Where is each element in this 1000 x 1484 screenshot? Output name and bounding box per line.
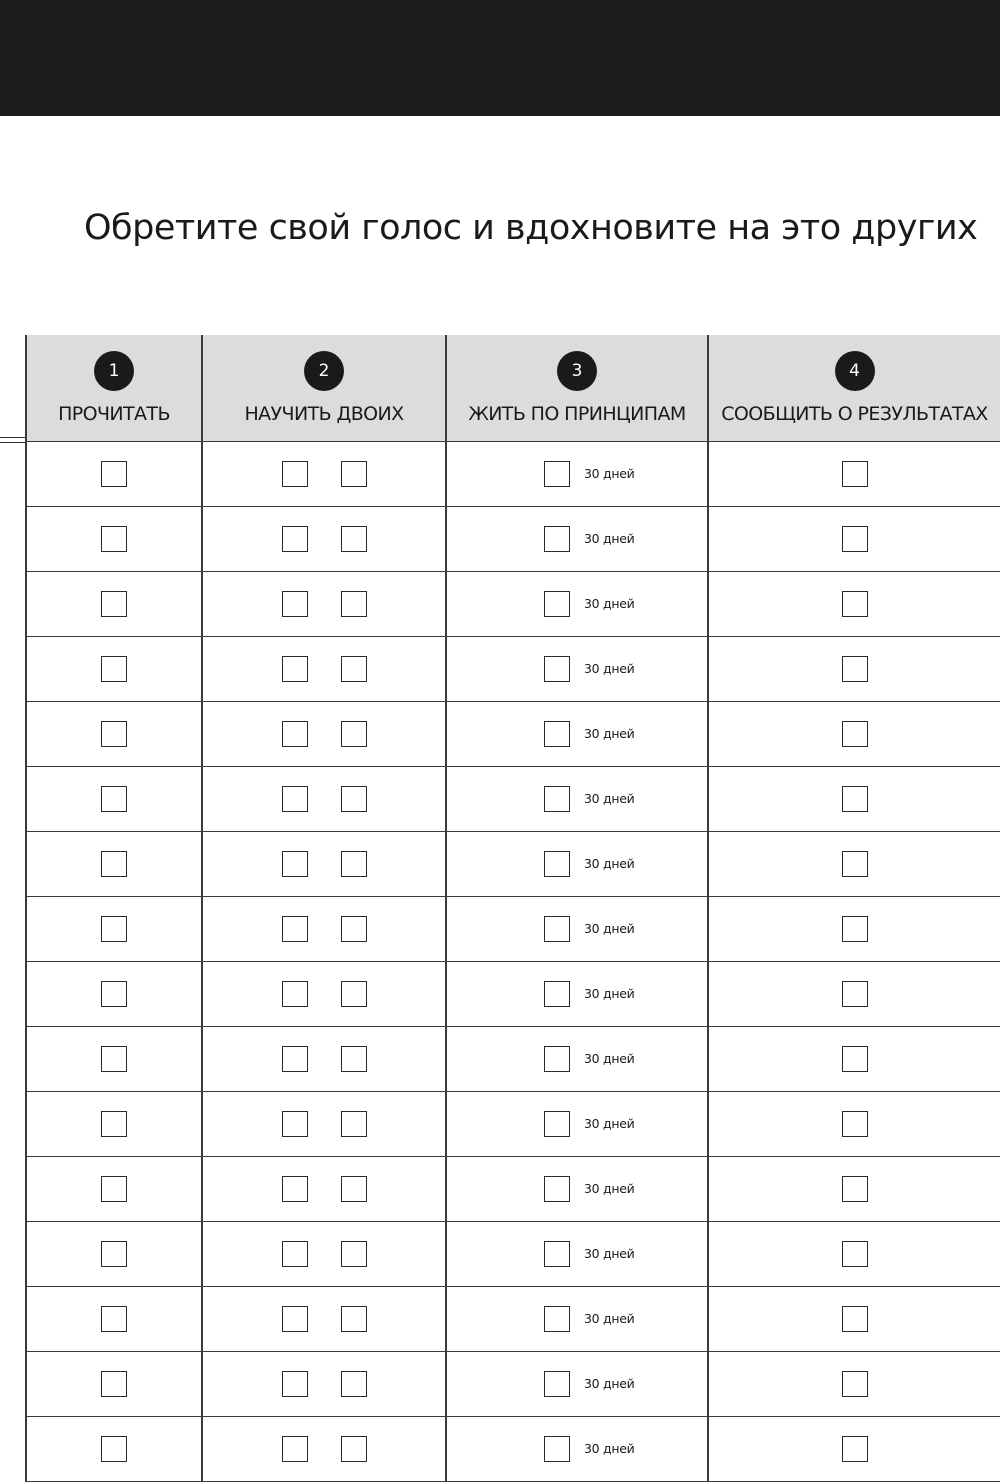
teach-second-checkbox[interactable] [341, 721, 367, 747]
days-label: 30 дней [584, 596, 635, 611]
teach-second-checkbox[interactable] [341, 526, 367, 552]
live-by-principles-cell [446, 442, 708, 507]
teach-first-checkbox[interactable] [282, 526, 308, 552]
teach-two-cell [202, 1287, 446, 1352]
left-margin-rule [0, 437, 26, 443]
habit-tracker-table [25, 335, 1000, 1482]
table-row [26, 1287, 1000, 1352]
table-row [26, 637, 1000, 702]
report-results-cell [708, 897, 1000, 962]
column-header-live-by-principles [446, 335, 708, 442]
days-label: 30 дней [584, 921, 635, 936]
live-30-days-checkbox[interactable] [544, 526, 570, 552]
step-number-badge: 2 [304, 351, 344, 391]
table-row [26, 1352, 1000, 1417]
days-label: 30 дней [584, 1441, 635, 1456]
teach-two-cell [202, 962, 446, 1027]
report-results-cell [708, 1287, 1000, 1352]
header-row [26, 335, 1000, 442]
read-cell [26, 767, 202, 832]
table-row [26, 897, 1000, 962]
read-checkbox[interactable] [101, 916, 127, 942]
live-by-principles-cell [446, 767, 708, 832]
teach-second-checkbox[interactable] [341, 461, 367, 487]
teach-first-checkbox[interactable] [282, 656, 308, 682]
step-number-badge: 3 [557, 351, 597, 391]
table-row [26, 1157, 1000, 1222]
read-cell [26, 1092, 202, 1157]
report-results-cell [708, 637, 1000, 702]
report-checkbox[interactable] [842, 1306, 868, 1332]
teach-two-cell [202, 1157, 446, 1222]
read-cell [26, 572, 202, 637]
column-header-teach-two [202, 335, 446, 442]
report-checkbox[interactable] [842, 1046, 868, 1072]
live-30-days-checkbox[interactable] [544, 1241, 570, 1267]
live-by-principles-cell [446, 1092, 708, 1157]
report-results-cell [708, 1092, 1000, 1157]
table-row [26, 572, 1000, 637]
teach-first-checkbox[interactable] [282, 461, 308, 487]
table-row [26, 767, 1000, 832]
live-by-principles-cell [446, 1027, 708, 1092]
teach-two-cell [202, 1092, 446, 1157]
report-results-cell [708, 1027, 1000, 1092]
teach-second-checkbox[interactable] [341, 851, 367, 877]
read-checkbox[interactable] [101, 721, 127, 747]
teach-two-cell [202, 637, 446, 702]
live-30-days-checkbox[interactable] [544, 721, 570, 747]
live-30-days-checkbox[interactable] [544, 1111, 570, 1137]
read-cell [26, 702, 202, 767]
teach-first-checkbox[interactable] [282, 916, 308, 942]
teach-second-checkbox[interactable] [341, 1111, 367, 1137]
report-checkbox[interactable] [842, 786, 868, 812]
read-cell [26, 442, 202, 507]
report-results-cell [708, 1417, 1000, 1482]
column-header-report-results [708, 335, 1000, 442]
report-results-cell [708, 1157, 1000, 1222]
read-cell [26, 832, 202, 897]
live-by-principles-cell [446, 1157, 708, 1222]
page-title: Обретите свой голос и вдохновите на это других [84, 208, 978, 248]
live-by-principles-cell [446, 832, 708, 897]
report-results-cell [708, 507, 1000, 572]
teach-second-checkbox[interactable] [341, 1371, 367, 1397]
live-by-principles-cell [446, 507, 708, 572]
report-checkbox[interactable] [842, 526, 868, 552]
table-row [26, 832, 1000, 897]
days-label: 30 дней [584, 1311, 635, 1326]
report-results-cell [708, 702, 1000, 767]
table-row [26, 1417, 1000, 1482]
live-30-days-checkbox[interactable] [544, 461, 570, 487]
report-checkbox[interactable] [842, 461, 868, 487]
read-cell [26, 637, 202, 702]
teach-two-cell [202, 1027, 446, 1092]
report-checkbox[interactable] [842, 916, 868, 942]
days-label: 30 дней [584, 1181, 635, 1196]
teach-first-checkbox[interactable] [282, 786, 308, 812]
live-30-days-checkbox[interactable] [544, 1046, 570, 1072]
column-header-read [26, 335, 202, 442]
read-checkbox[interactable] [101, 851, 127, 877]
days-label: 30 дней [584, 531, 635, 546]
report-checkbox[interactable] [842, 656, 868, 682]
teach-first-checkbox[interactable] [282, 1111, 308, 1137]
table-row [26, 1027, 1000, 1092]
read-checkbox[interactable] [101, 1371, 127, 1397]
teach-first-checkbox[interactable] [282, 721, 308, 747]
live-30-days-checkbox[interactable] [544, 1371, 570, 1397]
report-results-cell [708, 1352, 1000, 1417]
teach-second-checkbox[interactable] [341, 656, 367, 682]
teach-first-checkbox[interactable] [282, 591, 308, 617]
teach-first-checkbox[interactable] [282, 1371, 308, 1397]
table-row [26, 507, 1000, 572]
table-row [26, 702, 1000, 767]
live-by-principles-cell [446, 1287, 708, 1352]
table-row [26, 442, 1000, 507]
teach-second-checkbox[interactable] [341, 591, 367, 617]
report-results-cell [708, 442, 1000, 507]
tracker-rows [26, 442, 1000, 1482]
read-cell [26, 1222, 202, 1287]
teach-first-checkbox[interactable] [282, 1241, 308, 1267]
report-results-cell [708, 1222, 1000, 1287]
live-30-days-checkbox[interactable] [544, 591, 570, 617]
column-label: СООБЩИТЬ О РЕЗУЛЬТАТАХ [721, 403, 988, 425]
report-checkbox[interactable] [842, 1241, 868, 1267]
teach-two-cell [202, 897, 446, 962]
step-number-badge: 4 [835, 351, 875, 391]
read-checkbox[interactable] [101, 786, 127, 812]
live-30-days-checkbox[interactable] [544, 656, 570, 682]
report-results-cell [708, 832, 1000, 897]
live-30-days-checkbox[interactable] [544, 1436, 570, 1462]
column-label: ЖИТЬ ПО ПРИНЦИПАМ [468, 403, 686, 425]
report-checkbox[interactable] [842, 1111, 868, 1137]
read-checkbox[interactable] [101, 1111, 127, 1137]
teach-two-cell [202, 572, 446, 637]
report-results-cell [708, 572, 1000, 637]
report-checkbox[interactable] [842, 1436, 868, 1462]
teach-two-cell [202, 507, 446, 572]
read-cell [26, 1417, 202, 1482]
read-cell [26, 1157, 202, 1222]
days-label: 30 дней [584, 791, 635, 806]
teach-first-checkbox[interactable] [282, 1176, 308, 1202]
days-label: 30 дней [584, 661, 635, 676]
table-row [26, 1222, 1000, 1287]
live-30-days-checkbox[interactable] [544, 916, 570, 942]
teach-two-cell [202, 1352, 446, 1417]
column-label: НАУЧИТЬ ДВОИХ [244, 403, 404, 425]
teach-two-cell [202, 702, 446, 767]
live-by-principles-cell [446, 1222, 708, 1287]
report-results-cell [708, 767, 1000, 832]
read-cell [26, 897, 202, 962]
read-checkbox[interactable] [101, 1436, 127, 1462]
days-label: 30 дней [584, 1376, 635, 1391]
teach-second-checkbox[interactable] [341, 981, 367, 1007]
report-checkbox[interactable] [842, 981, 868, 1007]
read-checkbox[interactable] [101, 656, 127, 682]
teach-first-checkbox[interactable] [282, 981, 308, 1007]
read-cell [26, 1027, 202, 1092]
read-checkbox[interactable] [101, 1046, 127, 1072]
days-label: 30 дней [584, 1051, 635, 1066]
teach-second-checkbox[interactable] [341, 1436, 367, 1462]
teach-second-checkbox[interactable] [341, 1176, 367, 1202]
days-label: 30 дней [584, 986, 635, 1001]
days-label: 30 дней [584, 466, 635, 481]
live-by-principles-cell [446, 702, 708, 767]
live-30-days-checkbox[interactable] [544, 851, 570, 877]
live-30-days-checkbox[interactable] [544, 786, 570, 812]
teach-two-cell [202, 1417, 446, 1482]
report-results-cell [708, 962, 1000, 1027]
read-checkbox[interactable] [101, 1306, 127, 1332]
live-by-principles-cell [446, 1352, 708, 1417]
report-checkbox[interactable] [842, 721, 868, 747]
read-checkbox[interactable] [101, 981, 127, 1007]
teach-two-cell [202, 1222, 446, 1287]
read-checkbox[interactable] [101, 526, 127, 552]
teach-first-checkbox[interactable] [282, 1306, 308, 1332]
live-by-principles-cell [446, 637, 708, 702]
teach-two-cell [202, 442, 446, 507]
report-checkbox[interactable] [842, 591, 868, 617]
step-number-badge: 1 [94, 351, 134, 391]
live-30-days-checkbox[interactable] [544, 1306, 570, 1332]
read-cell [26, 962, 202, 1027]
read-cell [26, 507, 202, 572]
teach-second-checkbox[interactable] [341, 1241, 367, 1267]
teach-second-checkbox[interactable] [341, 1306, 367, 1332]
read-checkbox[interactable] [101, 591, 127, 617]
teach-second-checkbox[interactable] [341, 786, 367, 812]
teach-two-cell [202, 767, 446, 832]
top-black-bar [0, 0, 1000, 116]
teach-second-checkbox[interactable] [341, 1046, 367, 1072]
teach-first-checkbox[interactable] [282, 851, 308, 877]
read-checkbox[interactable] [101, 461, 127, 487]
teach-first-checkbox[interactable] [282, 1436, 308, 1462]
column-label: ПРОЧИТАТЬ [58, 403, 170, 425]
days-label: 30 дней [584, 726, 635, 741]
live-30-days-checkbox[interactable] [544, 981, 570, 1007]
read-checkbox[interactable] [101, 1241, 127, 1267]
table-row [26, 1092, 1000, 1157]
days-label: 30 дней [584, 1116, 635, 1131]
read-cell [26, 1287, 202, 1352]
teach-two-cell [202, 832, 446, 897]
live-30-days-checkbox[interactable] [544, 1176, 570, 1202]
report-checkbox[interactable] [842, 1176, 868, 1202]
teach-first-checkbox[interactable] [282, 1046, 308, 1072]
report-checkbox[interactable] [842, 851, 868, 877]
days-label: 30 дней [584, 856, 635, 871]
live-by-principles-cell [446, 897, 708, 962]
report-checkbox[interactable] [842, 1371, 868, 1397]
teach-second-checkbox[interactable] [341, 916, 367, 942]
live-by-principles-cell [446, 962, 708, 1027]
read-cell [26, 1352, 202, 1417]
read-checkbox[interactable] [101, 1176, 127, 1202]
live-by-principles-cell [446, 572, 708, 637]
table-row [26, 962, 1000, 1027]
days-label: 30 дней [584, 1246, 635, 1261]
live-by-principles-cell [446, 1417, 708, 1482]
